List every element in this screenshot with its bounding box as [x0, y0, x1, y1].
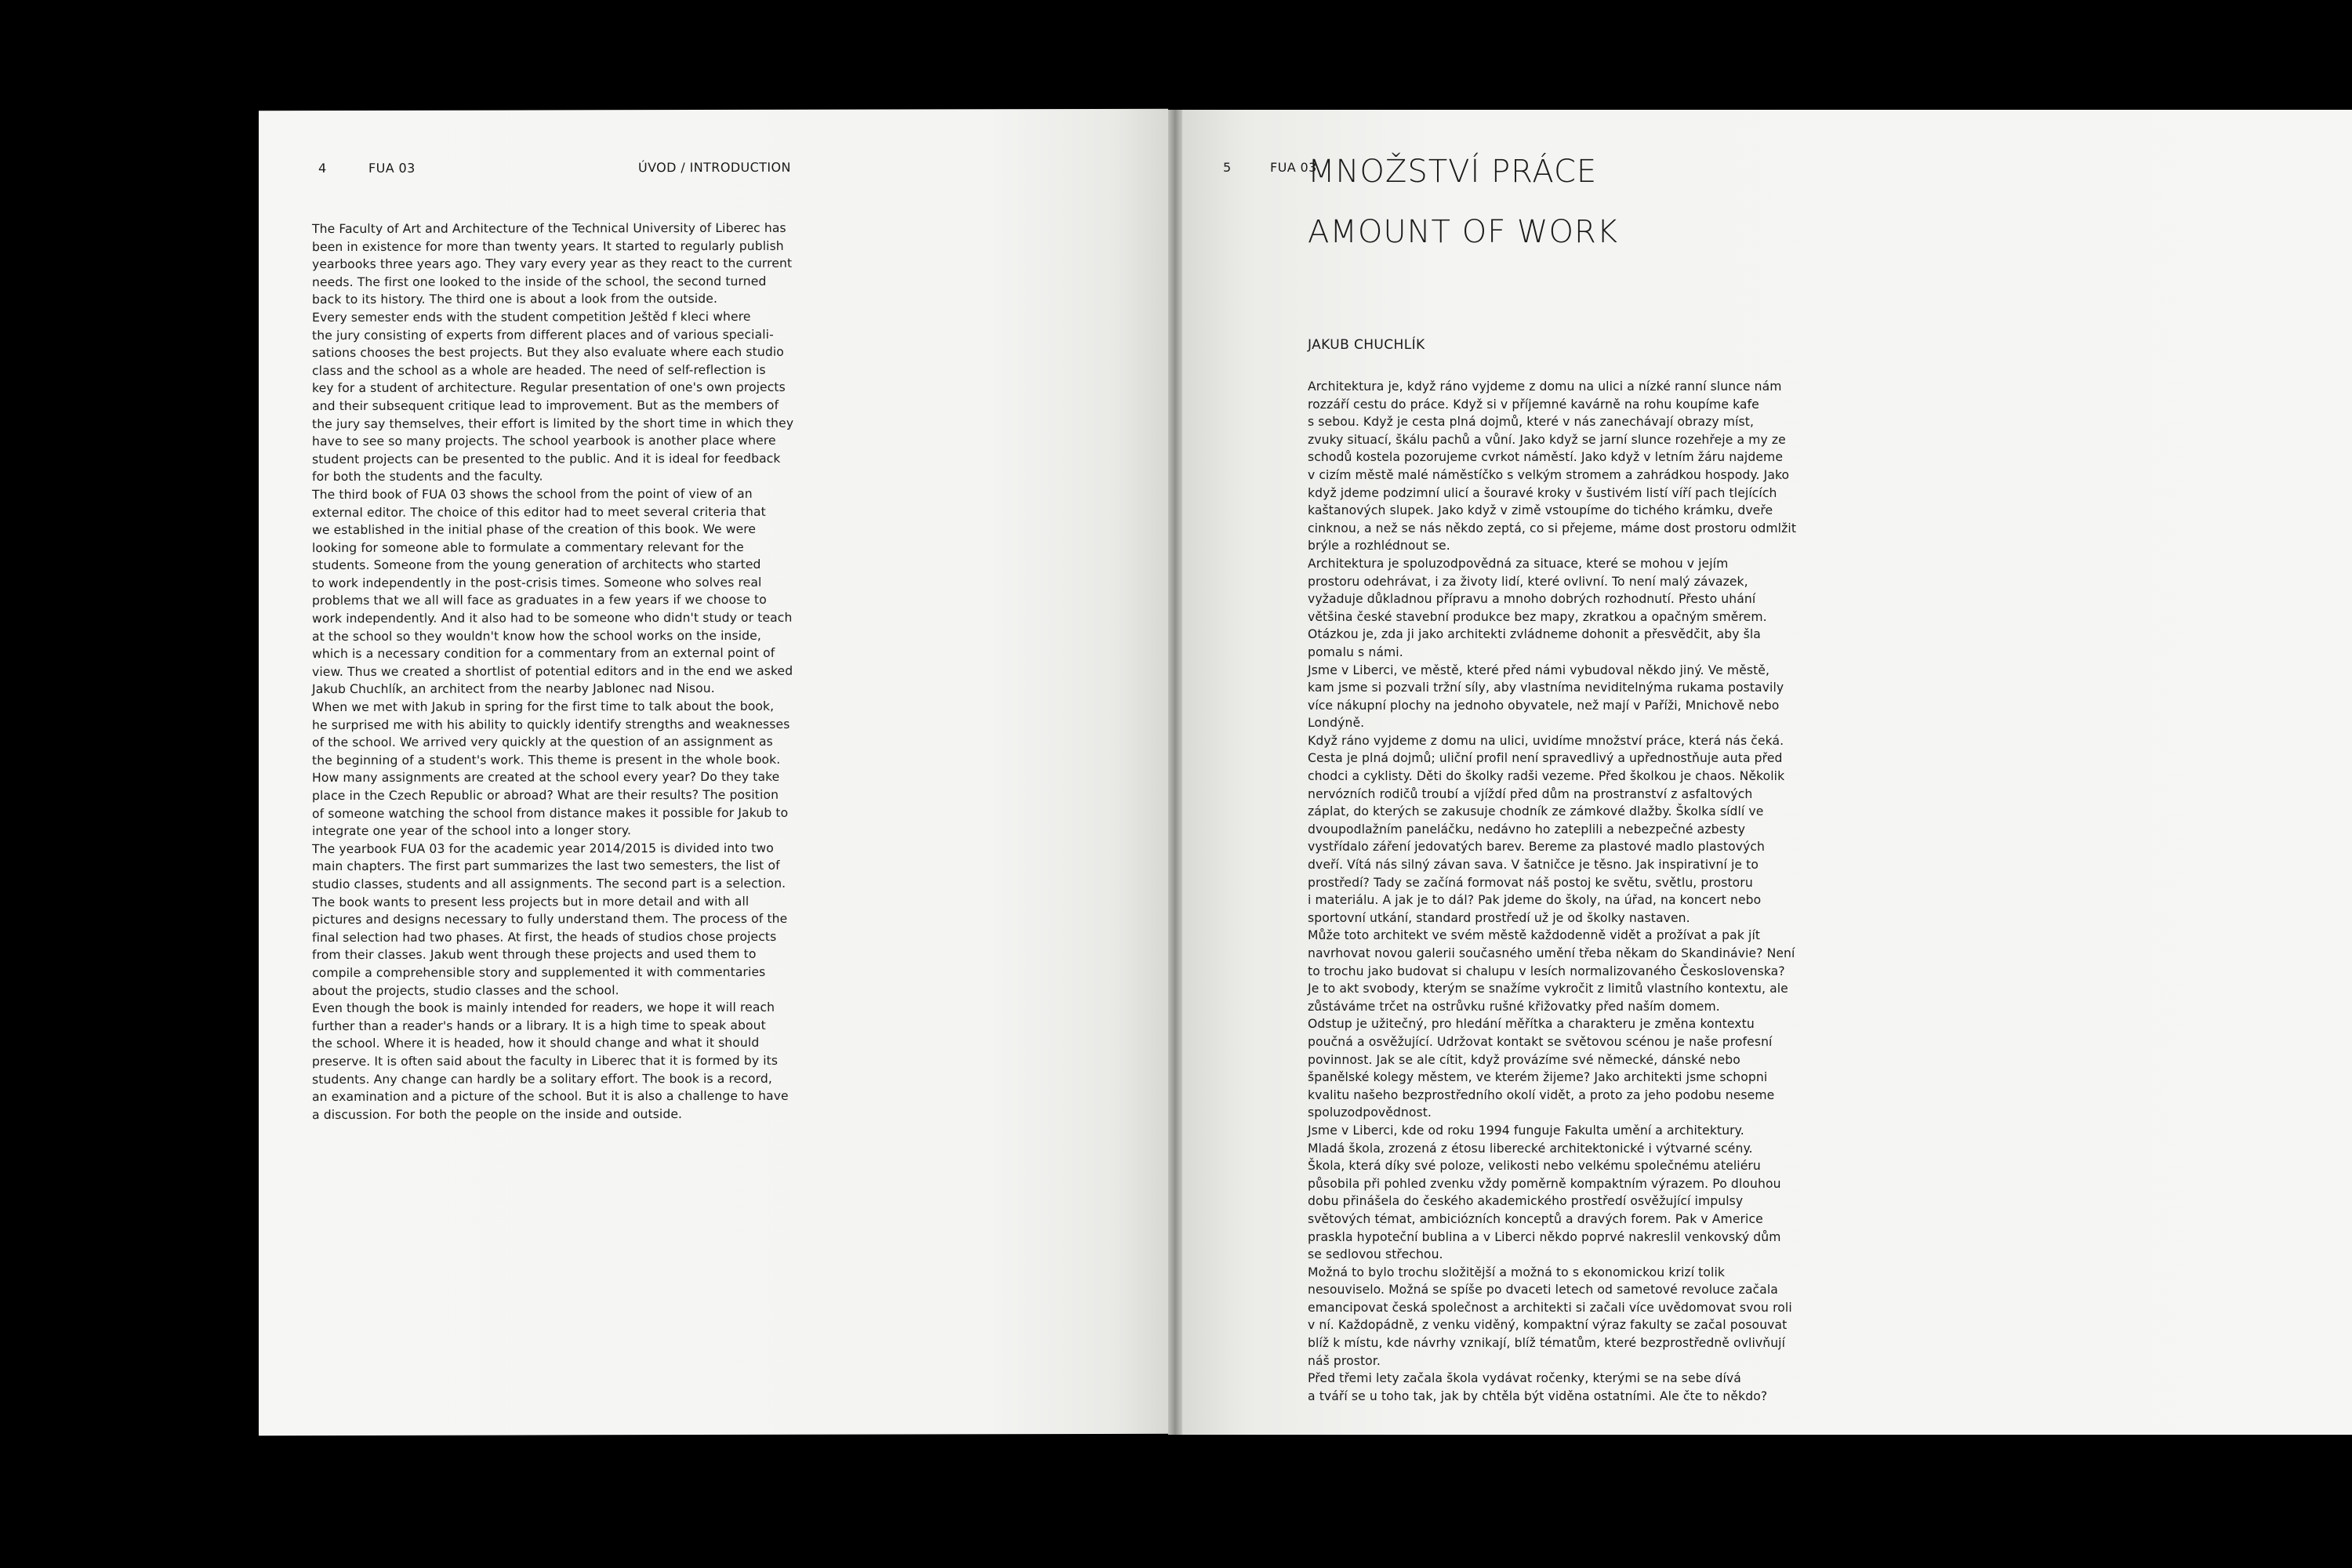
running-header-series: FUA 03 — [1270, 160, 1317, 175]
article-body-text: Architektura je, když ráno vyjdeme z domu na ulici a nízké ranní slunce nám rozzáří cestu do práce. Když si v příjemné kavárně na rohu koupíme kafe s sebou. Když je cesta plná dojmů, které v nás zanechávají obrazy míst, zvuky situací, škálu pachů a vůní. Jako když se jarní slunce rozehřeje a my ze schodů kostela pozorujeme cvrkot náměstí. Jako když v letním žáru najdeme v cizím městě malé náměstíčko s velkým stromem a zahrádkou hospody. Jako když jdeme podzimní ulicí a šouravé kroky v šustivém listí víří pach tlejících kaštanových slupek. Jako když v zimě vstoupíme do tichého krámku, dveře cinknou, a než se nás někdo zeptá, co si přejeme, máme dost prostoru odmlžit brýle a rozhlédnout se. Architektura je spoluzodpovědná za situace, které se mohou v jejím prostoru odehrávat, i za životy lidí, které ovlivní. To není malý závazek, vyžaduje důkladnou přípravu a mnoho dobrých rozhodnutí. Přesto uhání většina české stavební produkce bez mapy, zkratkou a opačným směrem. Otázkou je, zda ji jako architekti zvládneme dohonit a přesvědčit, aby šla pomalu s námi. Jsme v Liberci, ve městě, které před námi vybudoval někdo jiný. Ve městě, kam jsme si pozvali tržní síly, aby vlastníma neviditelnýma rukama postavily více nákupní plochy na jednoho obyvatele, než mají v Paříži, Mnichově nebo Londýně. Když ráno vyjdeme z domu na ulici, uvidíme množství práce, která nás čeká. Cesta je plná dojmů; uliční profil není spravedlivý a upřednostňuje auta před chodci a cyklisty. Děti do školky radši vezeme. Před školkou je chaos. Několik nervózních rodičů troubí a vjíždí před dům na prostranství z asfaltových záplat, do kterých se zakusuje chodník ze zámkové dlažby. Školka sídlí ve dvoupodlažním paneláčku, nedávno ho zateplili a nebezpečné azbesty vystřídalo záření jedovatých barev. Bereme za plastové madlo plastových dveří. Vítá nás silný závan sava. V šatničce je těsno. Jak inspirativní je to prostředí? Tady se začíná formovat náš postoj ke světu, světlu, prostoru i materiálu. A jak je to dál? Pak jdeme do školy, na úřad, na koncert nebo sportovní utkání, standard prostředí už je od školky nastaven. Může toto architekt ve svém městě každodenně vidět a prožívat a pak jít navrhovat novou galerii současného umění třeba někam do Skandinávie? Není to trochu jako budovat si chalupu v lesích normalizovaného Československa? Je to akt svobody, kterým se snažíme vykročit z limitů vlastního kontextu, ale zůstáváme trčet na ostrůvku rušné křižovatky před naším domem. Odstup je užitečný, pro hledání měřítka a charakteru je změna kontextu poučná a osvěžující. Udržovat kontakt se světovou scénou je naše profesní povinnost. Jak se ale cítit, když provázíme své německé, dánské nebo španělské kolegy městem, ve kterém žijeme? Jako architekti jsme schopni kvalitu našeho bezprostředního okolí vidět, a proto za jeho podobu neseme spoluzodpovědnost. Jsme v Liberci, kde od roku 1994 funguje Fakulta umění a architektury. Mladá škola, zrozená z étosu liberecké architektonické i výtvarné scény. Škola, která díky své poloze, velikosti nebo velkému společnému ateliéru působila při pohled zvenku vždy poměrně kompaktním výrazem. Po dlouhou dobu přinášela do českého akademického prostředí osvěžující impulsy světových témat, ambiciózních konceptů a dravých forem. Pak v Americe praskla hypoteční bublina a v Liberci někdo poprvé nakreslil venkovský dům se sedlovou střechou. Možná to bylo trochu složitější a možná to s ekonomickou krizí tolik nesouviselo. Možná se spíše po dvaceti letech od sametové revoluce začala emancipovat česká společnost a architekti si začali více uvědomovat svou roli v ní. Každopádně, z venku viděný, kompaktní výraz fakulty se začal posouvat blíž k místu, kde návrhy vznikají, blíž tématům, které bezprostředně ovlivňují náš prostor. Před třemi lety začala škola vydávat ročenky, kterými se na sebe dívá a tváří se u toho tak, jak by chtěla být viděna ostatními. Ale čte to někdo? — [1308, 379, 1797, 1403]
right-page — [1182, 110, 2352, 1435]
page-number: 5 — [1223, 160, 1232, 175]
running-header-section: ÚVOD / INTRODUCTION — [638, 159, 791, 176]
spine-gutter — [1168, 110, 1182, 1435]
article-title-czech: MNOŽSTVÍ PRÁCE — [1308, 154, 1598, 190]
left-page — [259, 109, 1168, 1436]
introduction-body-text: The Faculty of Art and Architecture of the Technical University of Liberec has been in existence for more than twenty years. It started to regularly publish yearbooks three years ago. They vary every year as they react to the current needs. The first one looked to the inside of the school, the second turned back to its history. The third one is about a look from the outside. Every semester ends with the student competition Ještěd f kleci where the jury consisting of experts from different places and of various speciali- sations chooses the best projects. But they also evaluate where each studio class and the school as a whole are headed. The need of self-reflection is key for a student of architecture. Regular presentation of one's own projects and their subsequent critique lead to improvement. But as the members of the jury say themselves, their effort is limited by the short time in which they have to see so many projects. The school yearbook is another place where student projects can be presented to the public. And it is ideal for feedback for both the students and the faculty. The third book of FUA 03 shows the school from the point of view of an external editor. The choice of this editor had to meet several criteria that we established in the initial phase of the creation of this book. We were looking for someone able to formulate a commentary relevant for the students. Someone from the young generation of architects who started to work independently in the post-crisis times. Someone who solves real problems that we all will face as graduates in a few years if we choose to work independently. And it also had to be someone who didn't study or teach at the school so they wouldn't know how the school works on the inside, which is a necessary condition for a commentary from an external point of view. Thus we created a shortlist of potential editors and in the end we asked Jakub Chuchlík, an architect from the nearby Jablonec nad Nisou. When we met with Jakub in spring for the first time to talk about the book, he surprised me with his ability to quickly identify strengths and weaknesses of the school. We arrived very quickly at the question of an assignment as the beginning of a student's work. This theme is present in the whole book. How many assignments are created at the school every year? Do they take place in the Czech Republic or abroad? What are their results? The position of someone watching the school from distance makes it possible for Jakub to integrate one year of the school into a longer story. The yearbook FUA 03 for the academic year 2014/2015 is divided into two main chapters. The first part summarizes the last two semesters, the list of studio classes, students and all assignments. The second part is a selection. The book wants to present less projects but in more detail and with all pictures and designs necessary to fully understand them. The process of the final selection had two phases. At first, the heads of studios chose projects from their classes. Jakub went through these projects and used them to compile a comprehensible story and supplemented it with commentaries about the projects, studio classes and the school. Even though the book is mainly intended for readers, we hope it will reach further than a reader's hands or a library. It is a high time to speak about the school. Where it is headed, how it should change and what it should preserve. It is often said about the faculty in Liberec that it is formed by its students. Any change can hardly be a solitary effort. The book is a record, an examination and a picture of the school. But it is also a challenge to have a discussion. For both the people on the inside and outside. — [312, 220, 794, 1122]
page-number: 4 — [318, 161, 327, 176]
article-title-english: AMOUNT OF WORK — [1308, 214, 1618, 250]
article-author: JAKUB CHUCHLÍK — [1308, 337, 1425, 353]
book-spread — [259, 110, 2352, 1435]
running-header-series: FUA 03 — [368, 160, 416, 176]
